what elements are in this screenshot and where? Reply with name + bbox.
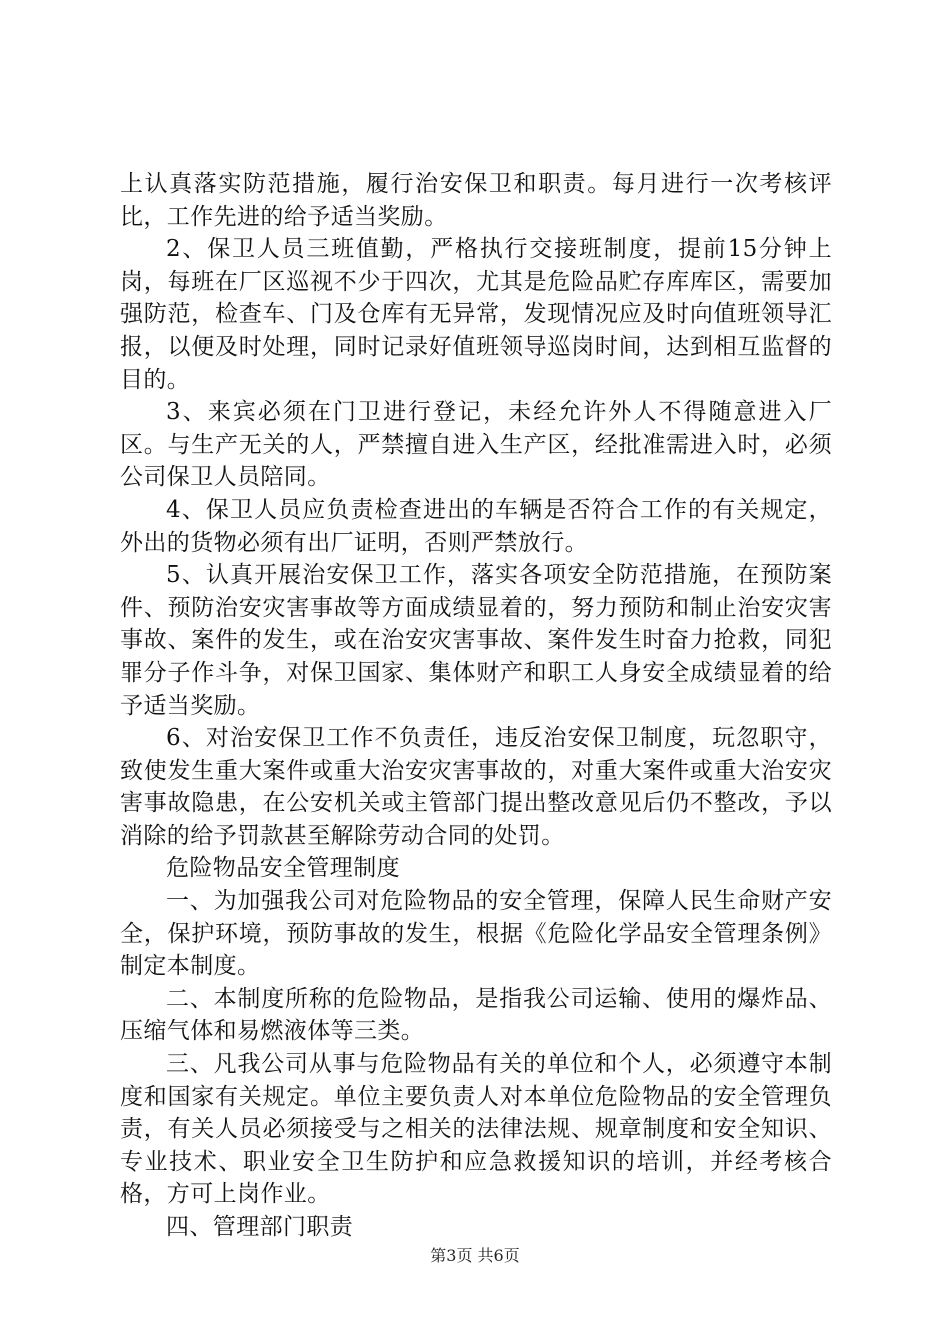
paragraph-section-4: 四、管理部门职责 <box>166 1214 354 1240</box>
paragraph-section-3: 三、凡我公司从事与危险物品有关的单位和个人，必须遵守本制度和国家有关规定。单位主要负责人对本单位危险物品的安全管理负责，有关人员必须接受与之相关的法律法规、规章制度和安全知识、专业技术、职业安全卫生防护和应急救援知识的培训，并经考核合格，方可上岗作业。 <box>120 1051 832 1208</box>
paragraph-item-4: 4、保卫人员应负责检查进出的车辆是否符合工作的有关规定，外出的货物必须有出厂证明，否则严禁放行。 <box>120 496 832 556</box>
paragraph-item-6: 6、对治安保卫工作不负责任，违反治安保卫制度，玩忽职守，致使发生重大案件或重大治安灾害事故的，对重大案件或重大治安灾害事故隐患，在公安机关或主管部门提出整改意见后仍不整改，予以消除的给予罚款甚至解除劳动合同的处罚。 <box>120 725 832 849</box>
paragraph-item-2: 2、保卫人员三班值勤，严格执行交接班制度，提前15分钟上岗，每班在厂区巡视不少于四次，尤其是危险品贮存库库区，需要加强防范，检查车、门及仓库有无异常，发现情况应及时向值班领导汇报，以便及时处理，同时记录好值班领导巡岗时间，达到相互监督的目的。 <box>120 236 832 393</box>
paragraph-item-5: 5、认真开展治安保卫工作，落实各项安全防范措施，在预防案件、预防治安灾害事故等方面成绩显着的，努力预防和制止治安灾害事故、案件的发生，或在治安灾害事故、案件发生时奋力抢救，同犯罪分子作斗争，对保卫国家、集体财产和职工人身安全成绩显着的给予适当奖励。 <box>120 562 832 719</box>
document-body <box>120 168 832 1244</box>
paragraph-section-1: 一、为加强我公司对危险物品的安全管理，保障人民生命财产安全，保护环境，预防事故的发生，根据《危险化学品安全管理条例》制定本制度。 <box>120 888 832 980</box>
section-heading: 危险物品安全管理制度 <box>166 855 400 882</box>
paragraph-item-3: 3、来宾必须在门卫进行登记，未经允许外人不得随意进入厂区。与生产无关的人，严禁擅自进入生产区，经批准需进入时，必须公司保卫人员陪同。 <box>120 399 832 491</box>
page-number-footer: 第3页 共6页 <box>430 1246 520 1265</box>
paragraph-section-2: 二、本制度所称的危险物品，是指我公司运输、使用的爆炸品、压缩气体和易燃液体等三类。 <box>120 985 832 1045</box>
paragraph-continuation: 上认真落实防范措施，履行治安保卫和职责。每月进行一次考核评比，工作先进的给予适当奖励。 <box>120 171 832 230</box>
